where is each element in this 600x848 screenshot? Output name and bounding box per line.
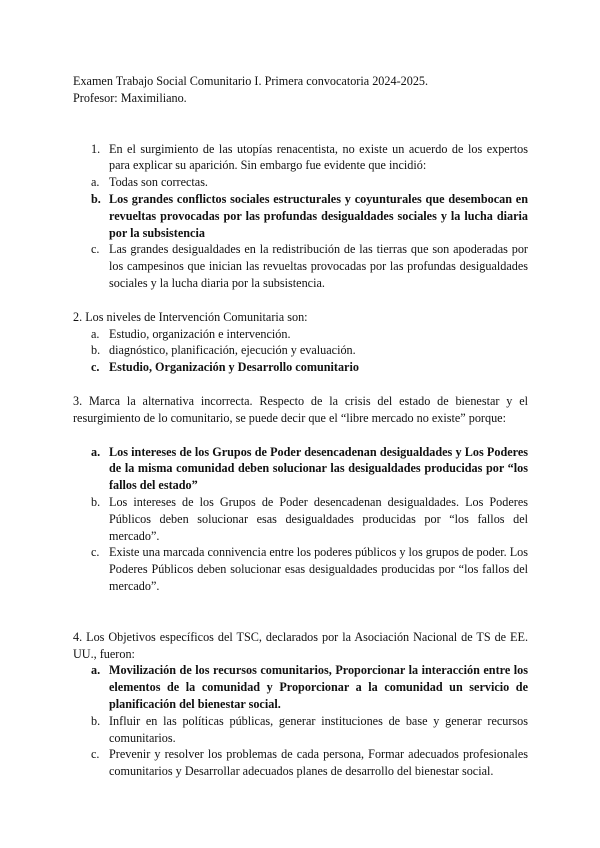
option-letter: b.	[91, 343, 101, 358]
option-a	[91, 326, 528, 343]
question-1-stem	[91, 141, 528, 175]
option-a	[91, 444, 528, 494]
question-text: En el surgimiento de las utopías renacentista, no existe un acuerdo de los expertos para explicar su aparición. Sin embargo fue evidente que incidió:	[109, 141, 528, 173]
option-text: Prevenir y resolver los problemas de cada persona, Formar adecuados profesionales comunitarios y Desarrollar adecuados planes de desarrollo del bienestar social.	[109, 747, 528, 779]
option-text: Existe una marcada connivencia entre los poderes públicos y los grupos de poder. Los Poderes Públicos deben solucionar esas desigualdades producidas por “los fallos del mercado”.	[109, 545, 528, 593]
exam-page	[73, 73, 528, 780]
option-letter: a.	[91, 175, 100, 190]
option-letter: c.	[91, 360, 100, 375]
option-text: Estudio, organización e intervención.	[109, 326, 291, 341]
option-letter: b.	[91, 191, 101, 206]
option-c	[91, 544, 528, 594]
option-c	[91, 746, 528, 780]
question-2-options	[73, 326, 528, 376]
question-text: 2. Los niveles de Intervención Comunitaria son:	[73, 309, 308, 324]
option-letter: a.	[91, 444, 101, 459]
option-c	[91, 359, 528, 376]
option-text: Las grandes desigualdades en la redistribución de las tierras que son apoderadas por los campesinos que inician las revueltas provocadas por las profundas desigualdades sociales y la lucha diaria por la subsistencia.	[109, 242, 528, 290]
option-c	[91, 241, 528, 291]
option-text: Los intereses de los Grupos de Poder desencadenan desigualdades. Los Poderes Públicos deben solucionar esas desigualdades producidas por “los fallos del mercado”.	[109, 494, 528, 543]
option-b	[91, 191, 528, 241]
professor-line: Profesor: Maximiliano.	[73, 90, 187, 105]
option-text: Los intereses de los Grupos de Poder desencadenan desigualdades y Los Poderes de la misma comunidad deben solucionar las desigualdades producidas por “los fallos del estado”	[109, 444, 528, 493]
question-text: 3. Marca la alternativa incorrecta. Respecto de la crisis del estado de bienestar y el resurgimiento de lo comunitario, se puede decir que el “libre mercado no existe” porque:	[73, 393, 528, 425]
option-text: Movilización de los recursos comunitarios, Proporcionar la interacción entre los elementos de la comunidad y Proporcionar a la comunidad un servicio de planificación del bienestar social.	[109, 663, 528, 711]
option-text: Influir en las políticas públicas, generar instituciones de base y generar recursos comunitarios.	[109, 713, 528, 745]
question-1-options	[73, 174, 528, 292]
option-text: diagnóstico, planificación, ejecución y evaluación.	[109, 343, 356, 358]
question-2	[73, 309, 528, 376]
question-3-options	[73, 444, 528, 595]
option-letter: c.	[91, 747, 100, 762]
option-letter: b.	[91, 713, 101, 728]
option-b	[91, 342, 528, 359]
question-text: 4. Los Objetivos específicos del TSC, declarados por la Asociación Nacional de TS de EE. UU., fueron:	[73, 629, 528, 661]
question-4-options	[73, 662, 528, 780]
option-letter: c.	[91, 242, 100, 257]
option-text: Los grandes conflictos sociales estructurales y coyunturales que desembocan en revueltas provocadas por las profundas desigualdades sociales y la lucha diaria por la subsistencia	[109, 191, 528, 240]
option-a	[91, 174, 528, 191]
option-letter: a.	[91, 326, 100, 341]
question-4	[73, 629, 528, 780]
option-text: Todas son correctas.	[109, 175, 208, 190]
option-text: Estudio, Organización y Desarrollo comunitario	[109, 360, 359, 375]
question-number: 1.	[91, 141, 101, 156]
question-1	[73, 141, 528, 292]
option-b	[91, 494, 528, 544]
exam-title: Examen Trabajo Social Comunitario I. Primera convocatoria 2024-2025.	[73, 74, 429, 88]
exam-header	[73, 73, 528, 107]
option-letter: c.	[91, 545, 100, 560]
option-letter: b.	[91, 494, 101, 509]
option-a	[91, 662, 528, 712]
option-b	[91, 713, 528, 747]
option-letter: a.	[91, 663, 101, 678]
question-3	[73, 393, 528, 595]
